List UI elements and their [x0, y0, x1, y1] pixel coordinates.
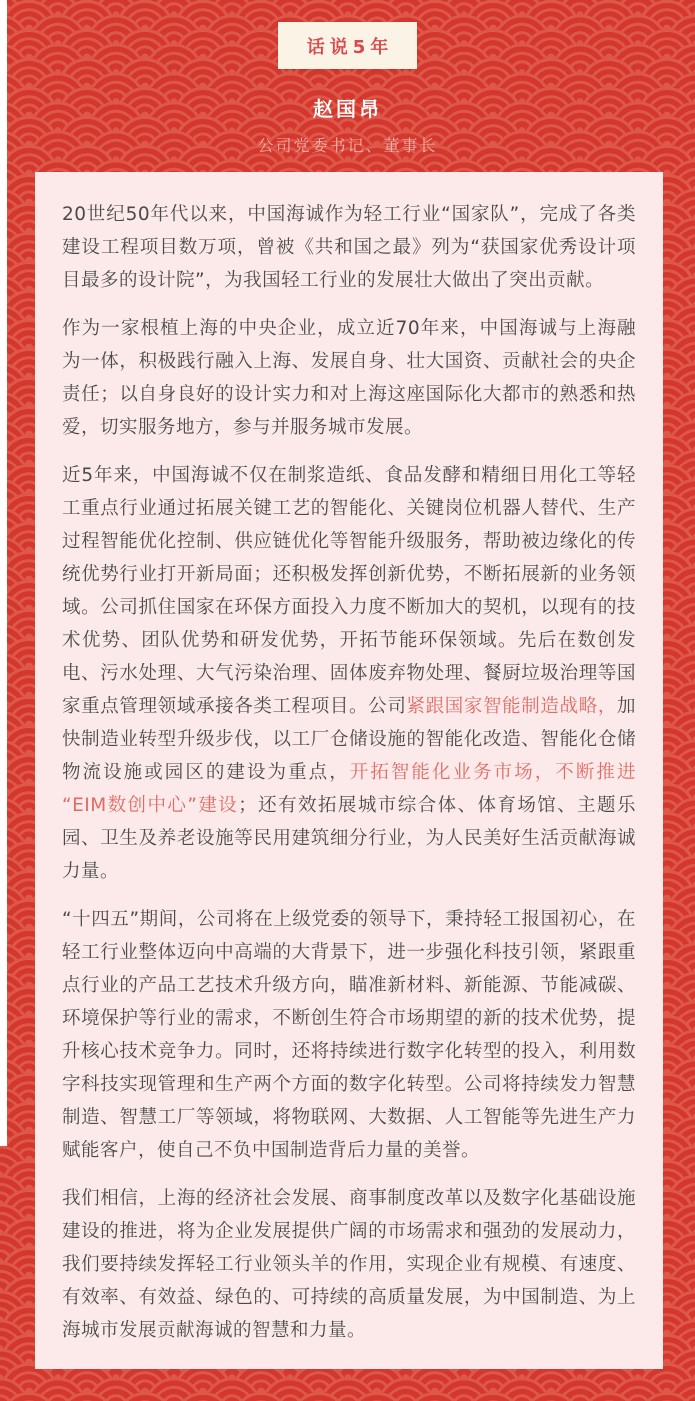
badge-label: 话说5年 — [306, 37, 394, 58]
highlighted-text: 开拓智能化业务市场，不断推进“EIM数创中心”建设 — [62, 762, 636, 816]
author-name: 赵国昂 — [313, 97, 382, 121]
author-title: 公司党委书记、董事长 — [257, 136, 438, 155]
paragraph-text: ；还有效拓展城市综合体、体育场馆、主题乐园、卫生及养老设施等民用建筑细分行业，为人民美好生活贡献海诚力量。 — [62, 795, 636, 882]
paragraph-text: 近5年来，中国海诚不仅在制浆造纸、食品发酵和精细日用化工等轻工重点行业通过拓展关键工艺的智能化、关键岗位机器人替代、生产过程智能优化控制、供应链优化等智能升级服务，帮助被边缘化的传统优势行业打开新局面；还积极发挥创新优势，不断拓展新的业务领域。公司抓住国家在环保方面投入力度不断加大的契机，以现有的技术优势、团队优势和研发优势，开拓节能环保领域。先后在数创发电、污水处理、大气污染治理、固体废弃物处理、餐厨垃圾治理等国家重点管理领域承接各类工程项目。公司 — [62, 465, 636, 717]
article-paragraph — [62, 1182, 636, 1347]
paragraph-text: 作为一家根植上海的中央企业，成立近70年来，中国海诚与上海融为一体，积极践行融入上海、发展自身、壮大国资、贡献社会的央企责任；以自身良好的设计实力和对上海这座国际化大都市的熟悉和热爱，切实服务地方，参与并服务城市发展。 — [62, 318, 636, 438]
highlighted-text: 紧跟国家智能制造战略， — [406, 696, 617, 717]
paragraph-text: “十四五”期间，公司将在上级党委的领导下，秉持轻工报国初心，在轻工行业整体迈向中高端的大背景下，进一步强化科技引领，紧跟重点行业的产品工艺技术升级方向，瞄准新材料、新能源、节能减碳、环境保护等行业的需求，不断创生符合市场期望的新的技术优势，提升核心技术竞争力。同时，还将持续进行数字化转型的投入，利用数字科技实现管理和生产两个方面的数字化转型。公司将持续发力智慧制造、智慧工厂等领域，将物联网、大数据、人工智能等先进生产力赋能客户，使自己不负中国制造背后力量的美誉。 — [62, 909, 636, 1161]
article-paragraph — [62, 903, 636, 1167]
article-paragraph — [62, 312, 636, 444]
article-paragraph — [62, 459, 636, 888]
article-paragraph — [62, 198, 636, 297]
header-banner — [0, 0, 695, 156]
paragraph-text: 20世纪50年代以来，中国海诚作为轻工行业“国家队”，完成了各类建设工程项目数万项，曾被《共和国之最》列为“获国家优秀设计项目最多的设计院”，为我国轻工行业的发展壮大做出了突出贡献。 — [62, 204, 636, 291]
article-card — [35, 172, 663, 1369]
page-edge-strip — [0, 0, 7, 1146]
paragraph-text: 加快制造业转型升级步伐，以工厂仓储设施的智能化改造、智能化仓储物流设施或园区的建设为重点， — [62, 696, 636, 783]
paragraph-text: 我们相信，上海的经济社会发展、商事制度改革以及数字化基础设施建设的推进，将为企业发展提供广阔的市场需求和强劲的发展动力，我们要持续发挥轻工行业领头羊的作用，实现企业有规模、有速度、有效率、有效益、绿色的、可持续的高质量发展，为中国制造、为上海城市发展贡献海诚的智慧和力量。 — [62, 1188, 636, 1341]
section-badge — [278, 22, 418, 69]
